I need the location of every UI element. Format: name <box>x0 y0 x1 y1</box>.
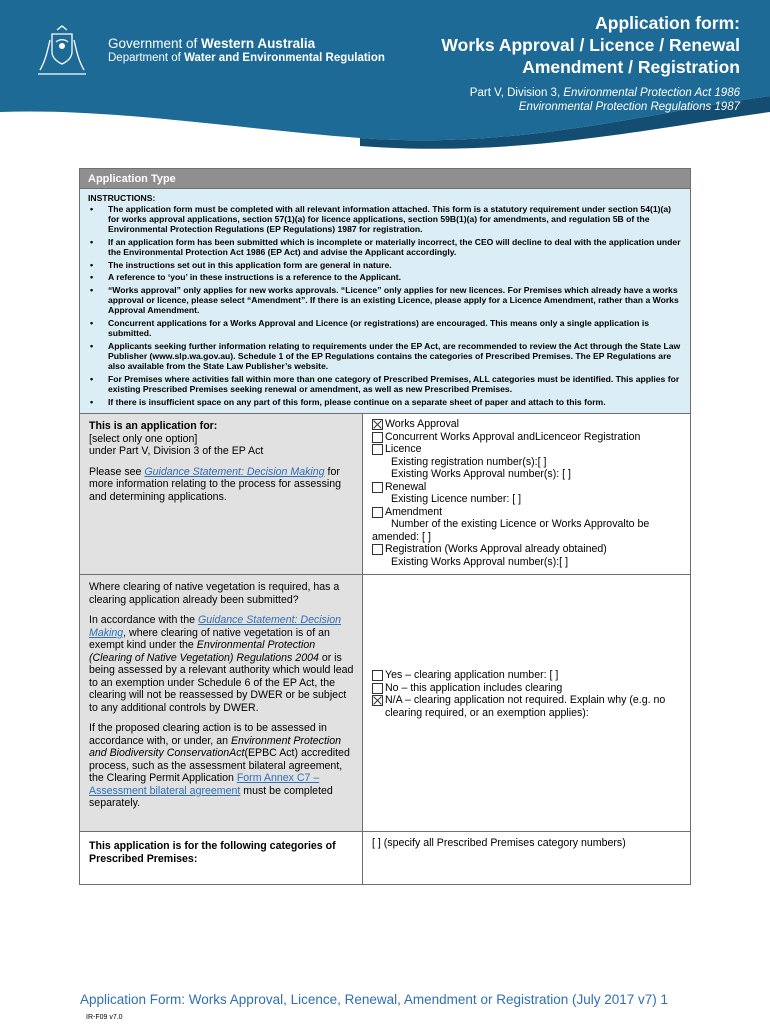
categories-field[interactable]: [ ] (specify all Prescribed Premises category numbers) <box>372 837 626 850</box>
registration-works-approval-field[interactable]: Existing Works Approval number(s):[ ] <box>391 555 569 568</box>
checkbox-icon[interactable] <box>372 444 383 455</box>
agency-branding <box>108 36 385 65</box>
instruction-item: • Concurrent applications for a Works Approval and Licence (or registrations) are encouraged. This means only a single application is submitted. <box>88 318 684 338</box>
guidance-statement-link[interactable]: Guidance Statement: Decision Making <box>89 614 342 639</box>
checkbox-icon[interactable] <box>372 507 383 518</box>
option-licence[interactable]: Licence <box>372 443 684 456</box>
checkbox-checked-icon[interactable] <box>372 419 383 430</box>
instruction-item: • A reference to ‘you’ in these instructions is a reference to the Applicant. <box>88 272 684 282</box>
form-title-line2: Works Approval / Licence / Renewal <box>441 35 740 55</box>
option-clearing-no[interactable]: No – this application includes clearing <box>372 682 684 695</box>
existing-registration-field[interactable]: Existing registration number(s):[ ] <box>391 455 547 468</box>
option-works-approval[interactable]: Works Approval <box>372 418 684 431</box>
department-name: Department of Water and Environmental Regulation <box>108 52 385 64</box>
clearing-options-cell <box>363 575 690 831</box>
amendment-number-field[interactable]: amended: [ ] <box>372 530 431 543</box>
application-for-label-cell <box>80 414 363 574</box>
form-title-block <box>441 12 740 114</box>
footer-document-title: Application Form: Works Approval, Licence, Renewal, Amendment or Registration (July 2017 v7) 1 <box>80 992 669 1007</box>
form-title-line1: Application form: <box>595 13 740 33</box>
clearing-accordance-note: In accordance with the Guidance Statement: Decision Making, where clearing of native vegetation is of an exempt kind under the Environmental Protection (Clearing of Native Vegetation) Regulations 2004 or is being assessed by a relevant authority which would lead to an exemption under Schedule 6 of the EP Act, the clearing will not be reassessed by DWER or be subject to any additional controls by DWER. <box>89 614 354 714</box>
option-renewal[interactable]: Renewal <box>372 481 684 494</box>
existing-works-approval-field[interactable]: Existing Works Approval number(s): [ ] <box>391 468 571 481</box>
form-annex-c7-link[interactable]: Form Annex C7 – Assessment bilateral agreement <box>89 772 320 797</box>
option-registration[interactable]: Registration (Works Approval already obtained) <box>372 543 684 556</box>
checkbox-icon[interactable] <box>372 670 383 681</box>
form-title-line3: Amendment / Registration <box>522 57 740 77</box>
application-for-options-cell <box>363 414 690 574</box>
instruction-item: • If an application form has been submitted which is incomplete or materially incorrect, the CEO will decline to deal with the application under the Environmental Protection Act 1986 (EP Act) and advise the Applicant accordingly. <box>88 237 684 257</box>
clearing-label-cell <box>80 575 363 831</box>
instruction-item: • The application form must be completed with all relevant information attached. This form is a statutory requirement under section 54(1)(a) for works approval applications, section 57(1)(a) for licence applications, section 59B(1)(a) for amendments, and regulation 5B of the Environmental Protection Regulations (EP Regulations) 1987 for registration. <box>88 204 684 235</box>
instructions-list <box>88 204 684 407</box>
ep-act-reference: under Part V, Division 3 of the EP Act <box>89 445 264 458</box>
guidance-statement-link[interactable]: Guidance Statement: Decision Making <box>144 465 325 478</box>
form-subtitle-regs: Environmental Protection Regulations 1987 <box>518 101 740 113</box>
categories-row <box>80 832 690 884</box>
checkbox-icon[interactable] <box>372 683 383 694</box>
instructions-title: INSTRUCTIONS: <box>88 193 156 203</box>
option-clearing-na[interactable]: N/A – clearing application not required. Explain why (e.g. no clearing required, or an exemption applies): <box>372 694 684 719</box>
option-concurrent[interactable]: Concurrent Works Approval andLicenceor Registration <box>372 431 684 444</box>
existing-licence-field[interactable]: Existing Licence number: [ ] <box>391 493 522 506</box>
instruction-item: • Applicants seeking further information relating to requirements under the EP Act, are recommended to review the Act through the State Law Publisher (www.slp.wa.gov.au). Schedule 1 of the EP Regulations contains the categories of Prescribed Premises. The EP Regulations are also available from the State Law Publisher’s website. <box>88 341 684 372</box>
amendment-number-label: Number of the existing Licence or Works Approvalto be <box>391 518 650 531</box>
checkbox-icon[interactable] <box>372 482 383 493</box>
wa-crest-icon <box>30 24 94 82</box>
select-one-note: [select only one option] <box>89 432 198 445</box>
categories-label: This application is for the following categories of Prescribed Premises: <box>80 832 363 884</box>
clearing-epbc-note: If the proposed clearing action is to be assessed in accordance with, or under, an Environment Protection and Biodiversity ConservationAct(EPBC Act) accredited process, such as the assessment bilateral agreement, the Clearing Permit Application Form Annex C7 – Assessment bilateral agreement must be completed separately. <box>89 722 350 810</box>
application-type-form <box>79 168 691 885</box>
footer-form-code: IR-F09 v7.0 <box>86 1014 123 1021</box>
guidance-note: Please see Guidance Statement: Decision Making for more information relating to the process for assessing and determining applications. <box>89 465 342 503</box>
option-clearing-yes[interactable]: Yes – clearing application number: [ ] <box>372 669 684 682</box>
option-amendment[interactable]: Amendment <box>372 506 684 519</box>
checkbox-icon[interactable] <box>372 432 383 443</box>
clearing-question: Where clearing of native vegetation is required, has a clearing application already been submitted? <box>89 581 340 606</box>
checkbox-checked-icon[interactable] <box>372 695 383 706</box>
government-name: Government of Western Australia <box>108 36 316 51</box>
instruction-item: • The instructions set out in this application form are general in nature. <box>88 260 684 270</box>
clearing-row <box>80 575 690 832</box>
section-title: Application Type <box>80 169 690 189</box>
instruction-item: • If there is insufficient space on any part of this form, please continue on a separate sheet of paper and attach to this form. <box>88 397 684 407</box>
instruction-item: • “Works approval” only applies for new works approvals. “Licence” only applies for new licences. For Premises which already have a works approval or licence, please select “Amendment”. If there is an existing Licence, please apply for a Licence Amendment, rather than a Works Approval Amendment. <box>88 285 684 316</box>
application-for-row <box>80 414 690 575</box>
form-subtitle-act: Part V, Division 3, Environmental Protection Act 1986 <box>469 87 740 99</box>
instruction-item: • For Premises where activities fall within more than one category of Prescribed Premises, ALL categories must be identified. This applies for existing Prescribed Premises seeking renewal or amendment, as well as new Prescribed Premises. <box>88 374 684 394</box>
instructions-panel <box>80 189 690 414</box>
checkbox-icon[interactable] <box>372 544 383 555</box>
application-for-heading: This is an application for: <box>89 420 218 433</box>
